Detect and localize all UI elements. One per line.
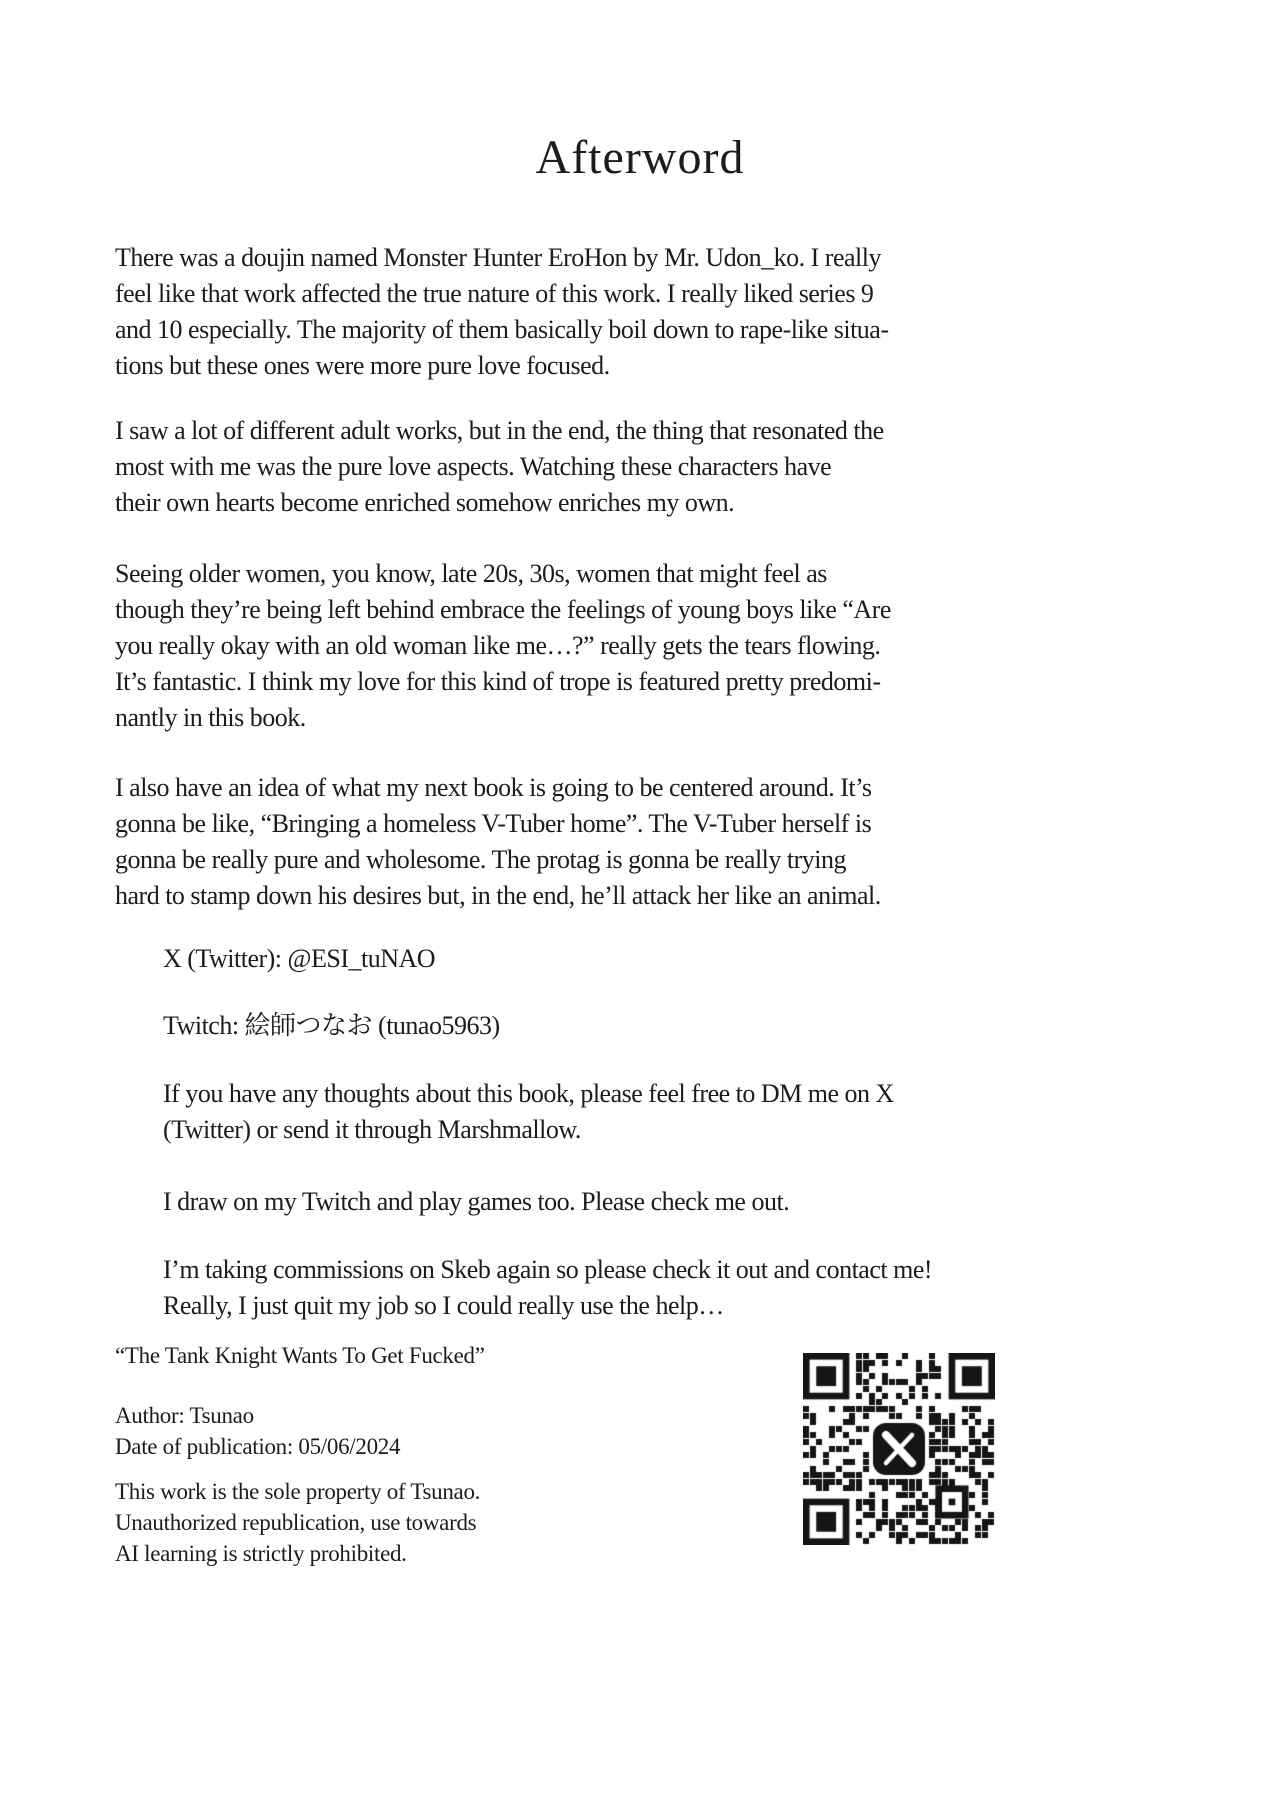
text-line: you really okay with an old woman like me…?” really gets the tears flowing. [115,631,881,660]
text-line: gonna be really pure and wholesome. The protag is gonna be really trying [115,845,847,874]
qr-code [803,1353,995,1545]
text-line: though they’re being left behind embrace the feelings of young boys like “Are [115,595,891,624]
text-line: X (Twitter): @ESI_tuNAO [163,944,436,973]
text-line: There was a doujin named Monster Hunter EroHon by Mr. Udon_ko. I really [115,243,881,272]
text-line: tions but these ones were more pure love focused. [115,351,610,380]
text-line: gonna be like, “Bringing a homeless V-Tuber home”. The V-Tuber herself is [115,809,872,838]
text-line: I also have an idea of what my next book is going to be centered around. It’s [115,773,872,802]
page-title: Afterword [535,131,745,184]
text-line: If you have any thoughts about this book, please feel free to DM me on X [163,1079,894,1108]
text-line: It’s fantastic. I think my love for this kind of trope is featured pretty predomi- [115,667,881,696]
text-line: I’m taking commissions on Skeb again so please check it out and contact me! [163,1255,933,1284]
text-line: I saw a lot of different adult works, but in the end, the thing that resonated the [115,416,884,445]
contact-dm-note [163,1076,894,1148]
paragraph [115,240,889,384]
copyright-notice [115,1476,480,1569]
text-line: AI learning is strictly prohibited. [115,1541,407,1566]
paragraph [115,413,884,521]
paragraph [115,770,881,914]
paragraph [115,556,891,736]
text-line: and 10 especially. The majority of them basically boil down to rape-like situa- [115,315,889,344]
text-line: hard to stamp down his desires but, in the end, he’ll attack her like an animal. [115,881,881,910]
author-line: Author: Tsunao [115,1403,254,1428]
text-line: nantly in this book. [115,703,306,732]
contact-x-twitter [163,941,435,977]
text-line: most with me was the pure love aspects. Watching these characters have [115,452,832,481]
text-line: Twitch: 絵師つなお (tunao5963) [163,1011,500,1040]
publication-info [115,1400,400,1462]
text-line: (Twitter) or send it through Marshmallow. [163,1115,581,1144]
text-line: This work is the sole property of Tsunao. [115,1479,481,1504]
text-line: Really, I just quit my job so I could really use the help… [163,1291,724,1320]
text-line: Unauthorized republication, use towards [115,1510,477,1535]
contact-twitch-note [163,1184,789,1220]
text-line: feel like that work affected the true nature of this work. I really liked series 9 [115,279,874,308]
book-title: “The Tank Knight Wants To Get Fucked” [115,1343,485,1368]
text-line: Seeing older women, you know, late 20s, 30s, women that might feel as [115,559,827,588]
text-line: their own hearts become enriched somehow enriches my own. [115,488,735,517]
publication-date-line: Date of publication: 05/06/2024 [115,1434,401,1459]
text-line: I draw on my Twitch and play games too. Please check me out. [163,1187,790,1216]
contact-twitch [163,1008,500,1044]
contact-skeb-note [163,1252,932,1324]
